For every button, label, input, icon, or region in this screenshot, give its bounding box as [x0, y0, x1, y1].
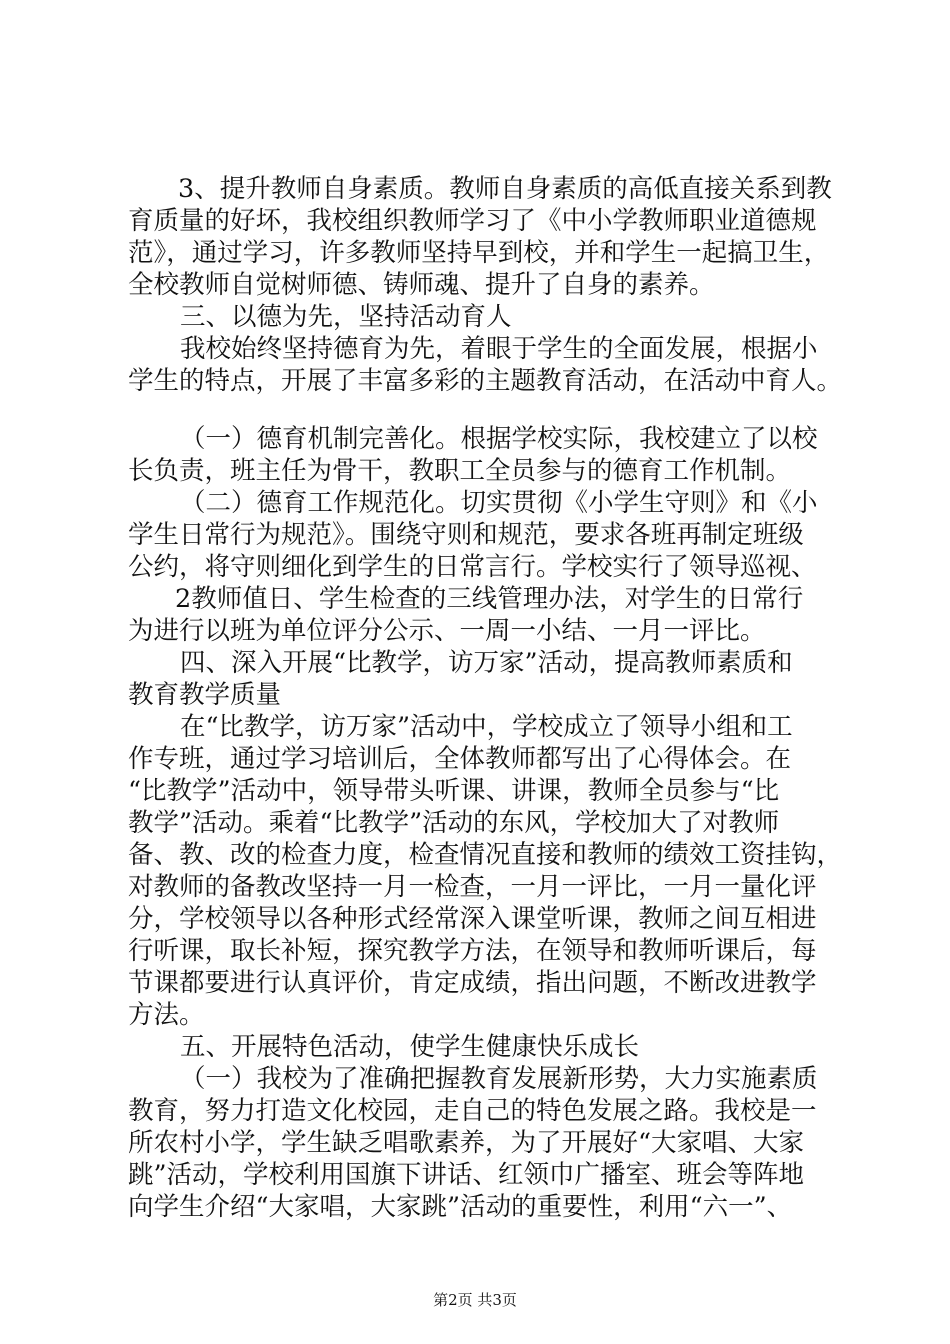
section-heading: 五、开展特色活动，使学生健康快乐成长 — [180, 1032, 640, 1062]
paragraph-line: 为进行以班为单位评分公示、一周一小结、一月一评比。 — [128, 616, 766, 646]
paragraph-line: 对教师的备教改坚持一月一检查，一月一评比，一月一量化评 — [128, 872, 817, 902]
paragraph-line: （一）德育机制完善化。根据学校实际，我校建立了以校 — [180, 424, 818, 454]
paragraph-line: 作专班，通过学习培训后，全体教师都写出了心得体会。在 — [128, 744, 792, 774]
paragraph-line: 学生的特点，开展了丰富多彩的主题教育活动，在活动中育人。 — [128, 366, 843, 396]
paragraph-line: 行听课，取长补短，探究教学方法，在领导和教师听课后，每 — [128, 936, 817, 966]
paragraph-line: 备、教、改的检查力度，检查情况直接和教师的绩效工资挂钩， — [128, 840, 843, 870]
paragraph-line: 跳”活动，学校利用国旗下讲话、红领巾广播室、班会等阵地 — [128, 1160, 805, 1190]
paragraph-line: 所农村小学，学生缺乏唱歌素养，为了开展好“大家唱、大家 — [128, 1128, 805, 1158]
paragraph-line: 全校教师自觉树师德、铸师魂、提升了自身的素养。 — [128, 270, 715, 300]
paragraph-line: 3、提升教师自身素质。教师自身素质的高低直接关系到教 — [178, 174, 832, 204]
paragraph-line: 育质量的好坏，我校组织教师学习了《中小学教师职业道德规 — [128, 206, 817, 236]
paragraph-line: 分，学校领导以各种形式经常深入课堂听课，教师之间互相进 — [128, 904, 817, 934]
paragraph-line: 我校始终坚持德育为先，着眼于学生的全面发展，根据小 — [180, 334, 818, 364]
paragraph-line: 范》，通过学习，许多教师坚持早到校，并和学生一起搞卫生， — [128, 238, 830, 268]
page-number-label: 第2页 共3页 — [433, 1291, 517, 1309]
page-footer — [0, 1290, 950, 1310]
paragraph-line: 2教师值日、学生检查的三线管理办法，对学生的日常行 — [175, 584, 804, 614]
paragraph-line: 向学生介绍“大家唱，大家跳”活动的重要性，利用“六一”、 — [128, 1192, 793, 1222]
section-heading: 教育教学质量 — [128, 680, 282, 710]
paragraph-line: 节课都要进行认真评价，肯定成绩，指出问题，不断改进教学 — [128, 968, 817, 998]
paragraph-line: 公约，将守则细化到学生的日常言行。学校实行了领导巡视、 — [128, 552, 817, 582]
paragraph-line: 学生日常行为规范》。围绕守则和规范，要求各班再制定班级 — [128, 520, 804, 550]
paragraph-line: 教学”活动。乘着“比教学”活动的东风，学校加大了对教师 — [128, 808, 780, 838]
paragraph-line: （一）我校为了准确把握教育发展新形势，大力实施素质 — [180, 1064, 818, 1094]
paragraph-line: （二）德育工作规范化。切实贯彻《小学生守则》和《小 — [180, 488, 818, 518]
paragraph-line: 教育，努力打造文化校园，走自己的特色发展之路。我校是一 — [128, 1096, 817, 1126]
section-heading: 四、深入开展“比教学，访万家”活动，提高教师素质和 — [180, 648, 793, 678]
paragraph-line: “比教学”活动中，领导带头听课、讲课，教师全员参与“比 — [128, 776, 780, 806]
paragraph-line: 长负责，班主任为骨干，教职工全员参与的德育工作机制。 — [128, 456, 792, 486]
section-heading: 三、以德为先，坚持活动育人 — [180, 302, 512, 332]
paragraph-line: 在“比教学，访万家”活动中，学校成立了领导小组和工 — [180, 712, 793, 742]
paragraph-line: 方法。 — [128, 1000, 205, 1030]
